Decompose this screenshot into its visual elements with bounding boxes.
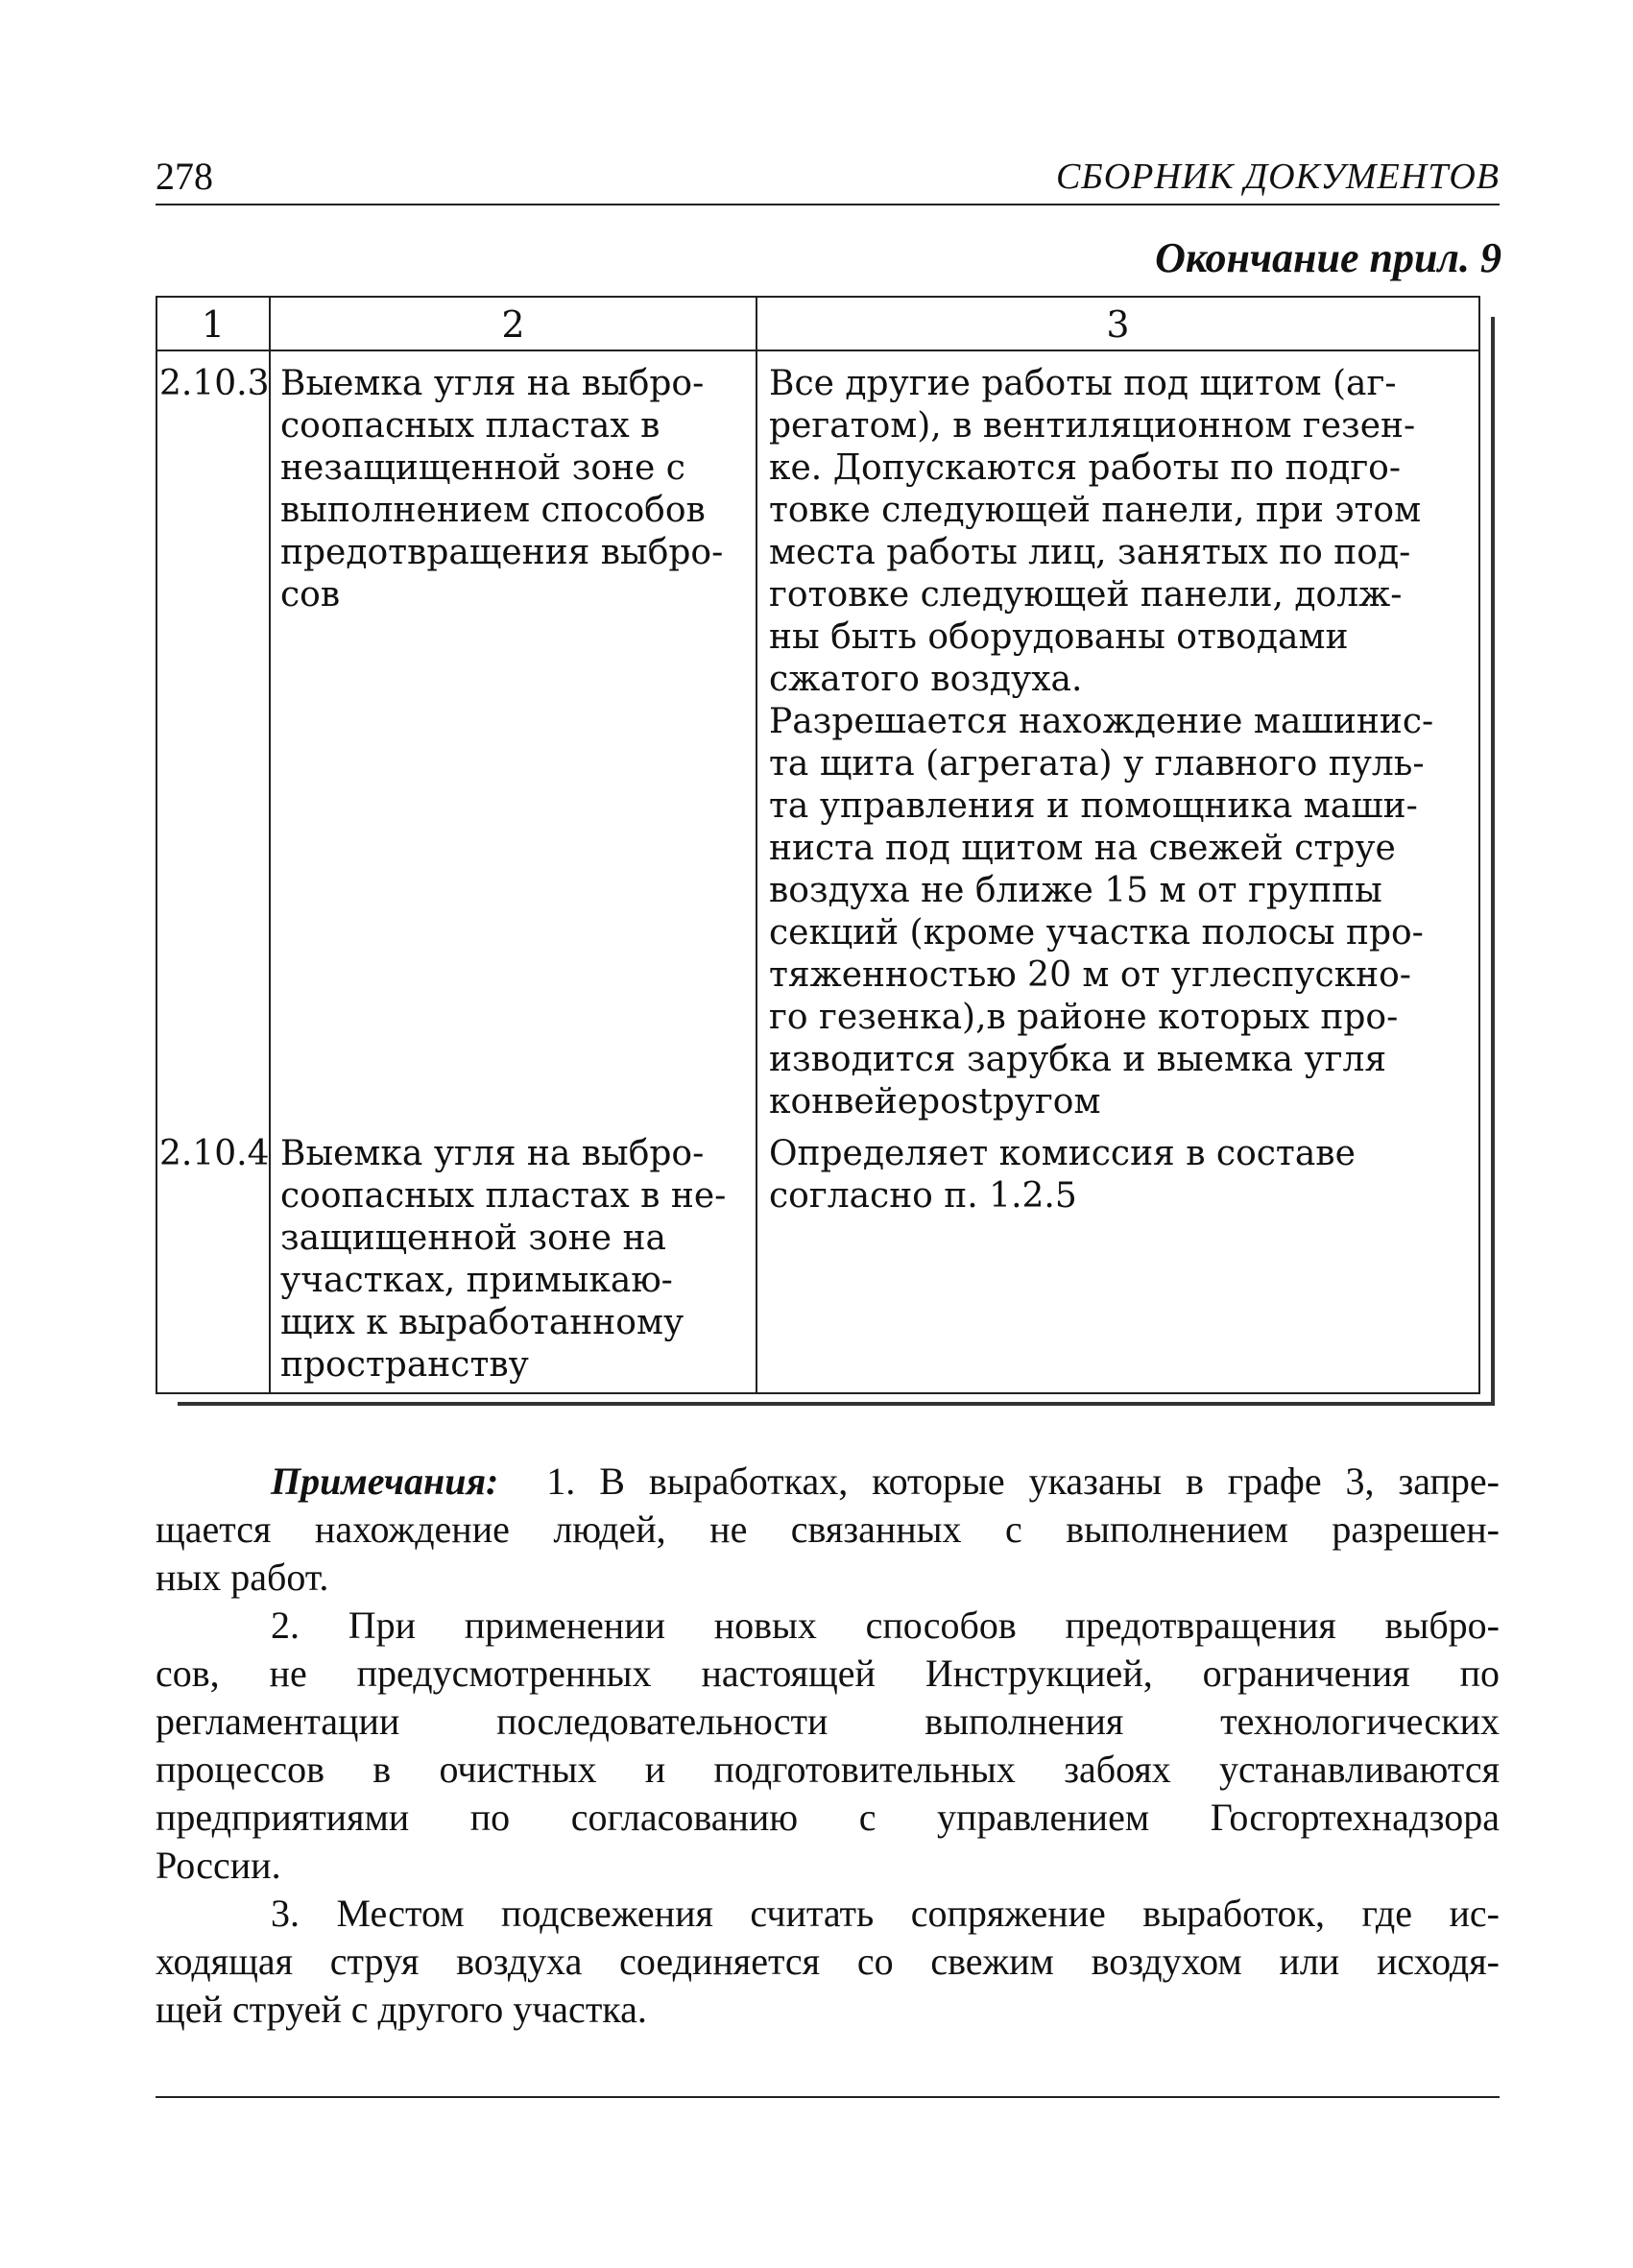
conditions-line: воздуха не ближе 15 м от группы [769,871,1382,910]
row-conditions-cell [756,1129,1479,1393]
notes-label: Примечания: [271,1460,499,1503]
conditions-line: та щита (агрегата) у главного пуль- [769,744,1425,784]
conditions-line: согласно п. 1.2.5 [769,1176,1077,1216]
description-line: щих к выработанному [280,1303,684,1342]
running-title: СБОРНИК ДОКУМЕНТОВ [1055,157,1500,197]
description-line: соопасных пластах в [280,406,660,446]
conditions-line: тяженностью 20 м от углеспускно- [769,955,1411,995]
note-line: ходящая струя воздуха соединяется со свежим воздухом или исходя- [156,1940,1500,1983]
row-code: 2.10.4 [159,1134,270,1173]
description-line: защищенной зоне на [280,1218,666,1258]
note-line: щается нахождение людей, не связанных с выполнением разрешен- [156,1508,1500,1551]
appendix-caption: Окончание прил. 9 [1155,234,1501,281]
description-line: соопасных пластах в не- [280,1176,727,1216]
description-line: незащищенной зоне с [280,448,685,488]
table-shadow-right [1491,317,1495,1406]
conditions-line: места работы лиц, занятых по под- [769,533,1411,572]
note-line: 2. При применении новых способов предотвращения выбро- [271,1604,1500,1647]
table-row [156,350,1479,1129]
description-line: предотвращения выбро- [280,533,724,572]
conditions-line: секций (кроме участка полосы про- [769,913,1424,953]
conditions-line: ны быть оборудованы отводами [769,617,1349,657]
description-line: Выемка угля на выбро- [280,1134,705,1173]
conditions-line: готовке следующей панели, долж- [769,575,1403,615]
note-3 [156,1890,1500,2034]
conditions-line: регатом), в вентиляционном гезен- [769,406,1416,446]
row-code-cell [156,350,270,1129]
footer-rule [156,2096,1500,2098]
description-line: выполнением способов [280,491,706,530]
column-header-1: 1 [156,297,270,350]
table-header-row [156,297,1479,350]
row-description-cell [270,1129,756,1393]
conditions-line: ниста под щитом на свежей струе [769,829,1396,868]
note-line [156,1458,1500,1506]
page-number: 278 [156,155,213,198]
description-line: пространству [280,1345,529,1385]
note-1 [156,1458,1500,1602]
conditions-line: та управления и помощника маши- [769,786,1418,826]
conditions-line: Разрешается нахождение машинис- [769,702,1434,741]
note-2 [156,1602,1500,1890]
description-line: сов [280,575,341,615]
row-conditions-cell [756,350,1479,1129]
notes-section [156,1458,1500,2034]
note-line: щей струей с другого участка. [156,1988,647,2031]
table-row [156,1129,1479,1393]
column-header-2: 2 [270,297,756,350]
conditions-line: Все другие работы под щитом (аг- [769,364,1397,403]
note-line: России. [156,1844,281,1887]
note-line: процессов в очистных и подготовительных забоях устанавливаются [156,1748,1500,1791]
row-description-cell [270,350,756,1129]
note-line: предприятиями по согласованию с управлением Госгортехнадзора [156,1796,1500,1839]
note-text: 1. В выработках, которые указаны в графе 3, запре- [546,1460,1500,1503]
description-line: Выемка угля на выбро- [280,364,705,403]
requirements-table [156,296,1480,1394]
conditions-line: Определяет комиссия в составе [769,1134,1356,1173]
note-line: 3. Местом подсвежения считать сопряжение выработок, где ис- [271,1892,1500,1935]
conditions-line: го гезенка),в районе которых про- [769,998,1399,1037]
conditions-line: изводится зарубка и выемка угля [769,1040,1387,1079]
description-line: участках, примыкаю- [280,1261,673,1300]
column-header-3: 3 [756,297,1479,350]
row-code: 2.10.3 [159,364,270,403]
conditions-line: товке следующей панели, при этом [769,491,1422,530]
conditions-line: ке. Допускаются работы по подго- [769,448,1402,488]
note-line: сов, не предусмотренных настоящей Инструкцией, ограничения по [156,1652,1500,1695]
row-code-cell [156,1129,270,1393]
table-shadow-bottom [178,1402,1495,1406]
conditions-line: конвейерostругом [769,1082,1101,1122]
page-header [156,154,1500,205]
note-line: регламентации последовательности выполнения технологических [156,1700,1500,1743]
conditions-line: сжатого воздуха. [769,660,1083,699]
note-line: ных работ. [156,1556,329,1599]
